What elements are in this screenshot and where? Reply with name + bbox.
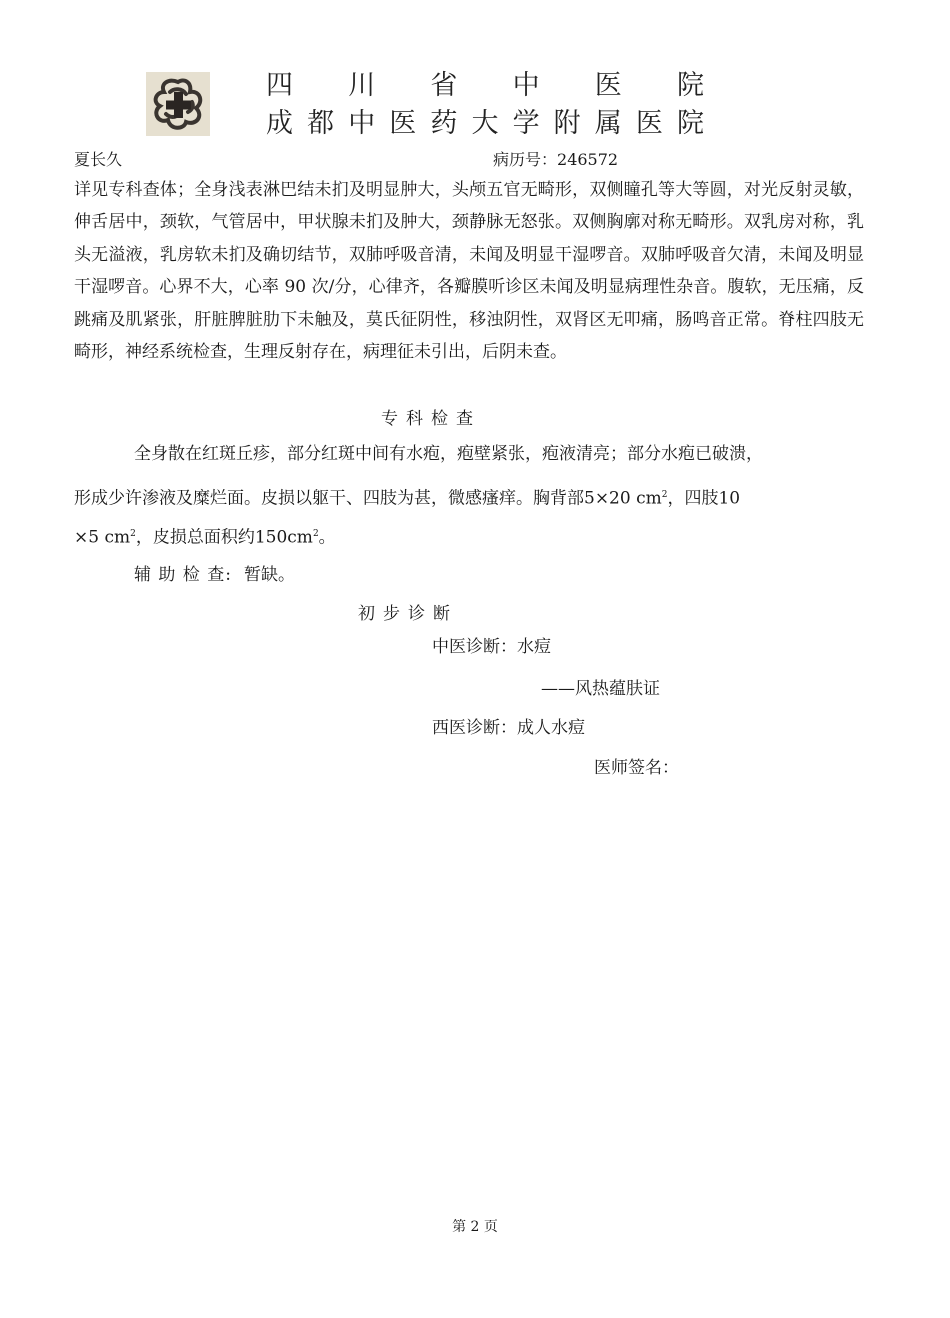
specialty-text: 形成少许渗液及糜烂面。皮损以躯干、四肢为甚，微感瘙痒。胸背部5×20 cm bbox=[74, 488, 662, 509]
hospital-name-char: 附 bbox=[553, 107, 581, 139]
physical-exam-text: 详见专科查体；全身浅表淋巴结未扪及明显肿大，头颅五官无畸形，双侧瞳孔等大等圆，对光反射灵敏，伸舌居中，颈软，气管居中，甲状腺未扪及肿大，颈静脉无怒张。双侧胸廓对称无畸形。双乳房对称，乳头无溢液，乳房软未扪及确切结节，双肺呼吸音清，未闻及明显干湿啰音。双肺呼吸音欠清，未闻及明显干湿啰音。心界不大，心率 90 次/分，心律齐，各瓣膜听诊区未闻及明显病理性杂音。腹软，无压痛，反跳痛及肌紧张，肝脏脾脏肋下未触及，莫氏征阴性，移浊阴性，双肾区无叩痛，肠鸣音正常。脊柱四肢无畸形，神经系统检查，生理反射存在，病理征未引出，后阴未查。 bbox=[74, 180, 864, 363]
specialty-exam-line2 bbox=[74, 479, 740, 515]
hospital-name-char: 成 bbox=[266, 107, 293, 139]
hospital-name-line2 bbox=[250, 102, 720, 138]
tcm-diagnosis-row bbox=[432, 632, 551, 657]
hospital-name-char: 医 bbox=[635, 107, 663, 139]
diagnosis-title: 初步诊断 bbox=[358, 604, 458, 624]
hospital-name-char: 医 bbox=[389, 107, 417, 139]
tcm-syndrome: ——风热蕴肤证 bbox=[541, 679, 660, 699]
specialty-exam-line1: 全身散在红斑丘疹，部分红斑中间有水疱，疱壁紧张，疱液清亮；部分水疱已破溃， bbox=[134, 444, 763, 464]
western-diagnosis-value: 成人水痘 bbox=[517, 718, 585, 738]
hospital-name-char: 属 bbox=[594, 107, 622, 139]
record-number-label: 病历号： bbox=[493, 150, 558, 169]
specialty-exam-line3 bbox=[74, 518, 336, 554]
hospital-name-char: 省 bbox=[430, 69, 458, 101]
hospital-name-char: 中 bbox=[512, 69, 540, 101]
hospital-name-char: 药 bbox=[430, 107, 458, 139]
patient-name: 夏长久 bbox=[74, 150, 123, 169]
superscript: 2 bbox=[312, 529, 319, 539]
hospital-name-char: 四 bbox=[266, 69, 293, 101]
specialty-exam-title: 专科检查 bbox=[381, 409, 481, 429]
specialty-text: 。 bbox=[318, 527, 336, 548]
tcm-diagnosis-label: 中医诊断： bbox=[432, 637, 517, 657]
hospital-name-char: 大 bbox=[471, 107, 499, 139]
superscript: 2 bbox=[130, 529, 136, 539]
hospital-name-char: 院 bbox=[676, 69, 704, 101]
hospital-name-char: 川 bbox=[348, 69, 376, 101]
hospital-name-char: 中 bbox=[348, 107, 376, 139]
hospital-logo-icon bbox=[146, 72, 210, 136]
western-diagnosis-row bbox=[432, 713, 585, 738]
page-number: 第 2 页 bbox=[452, 1219, 498, 1235]
hospital-name-char: 院 bbox=[676, 107, 704, 139]
hospital-name-char: 都 bbox=[307, 107, 335, 139]
record-number-row bbox=[493, 147, 618, 170]
superscript: 2 bbox=[661, 490, 668, 500]
hospital-name-char: 医 bbox=[594, 69, 622, 101]
tcm-diagnosis-value: 水痘 bbox=[517, 637, 551, 657]
specialty-text: ，四肢10 bbox=[667, 488, 741, 509]
hospital-name-char: 学 bbox=[512, 107, 540, 139]
auxiliary-exam-value: 暂缺。 bbox=[243, 565, 295, 585]
auxiliary-exam-label: 辅 助 检 查: bbox=[134, 565, 232, 585]
specialty-text: ，皮损总面积约150cm bbox=[135, 527, 313, 548]
record-number-value: 246572 bbox=[557, 150, 619, 169]
hospital-name-line1 bbox=[250, 64, 720, 100]
doctor-signature-label: 医师签名： bbox=[594, 758, 679, 778]
auxiliary-exam-row bbox=[134, 560, 295, 585]
western-diagnosis-label: 西医诊断： bbox=[432, 718, 517, 738]
specialty-text: ×5 cm bbox=[74, 527, 131, 548]
